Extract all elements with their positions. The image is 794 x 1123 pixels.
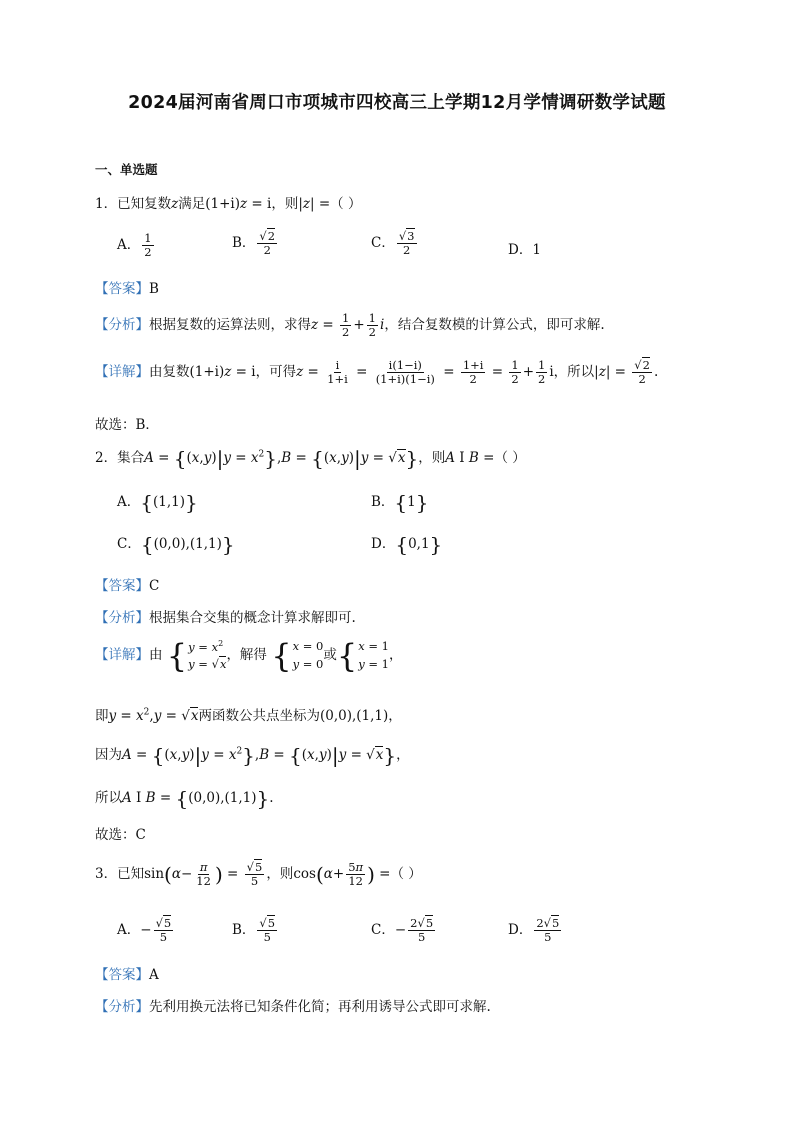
q3-analysis: 【分析】先利用换元法将已知条件化简；再利用诱导公式即可求解. [95, 999, 491, 1015]
q1-paren: （ ） [330, 196, 362, 212]
q2-detail: 【详解】由 { $y = x^2$ y = √x ，解得 { x = 0 y = 0 或 { x = 1 y = 1 ， [95, 636, 403, 675]
detail-label: 【详解】 [95, 364, 149, 381]
q2-answer: 【答案】C [95, 578, 160, 594]
q2-option-b: B．{1} [371, 490, 429, 515]
q3-option-a: A．− $\frac{√5}{5}$ [117, 916, 172, 945]
section-heading: 一、单选题 [95, 162, 158, 177]
q3-answer: 【答案】A [95, 967, 159, 983]
q3-option-b: B． $\frac{√5}{5}$ [232, 916, 276, 945]
q1-option-b: B． $\frac{√2}{2}$ [232, 229, 276, 258]
q1-choose: 故选：B． [95, 417, 159, 433]
q2-choose: 故选：C [95, 827, 146, 843]
q1-option-d: D．1 [508, 242, 541, 258]
q1-analysis: 【分析】根据复数的运算法则，求得z = $\frac{1}{2}$ + $\frac{1}{2}$ i，结合复数模的计算公式，即可求解. [95, 311, 605, 340]
q1-answer: 【答案】B [95, 281, 159, 297]
q2-analysis: 【分析】根据集合交集的概念计算求解即可. [95, 610, 356, 626]
q1-stem-pre: 1．已知复数 [95, 196, 172, 212]
q2-option-a: A．{(1,1)} [117, 490, 198, 515]
page-title: 2024届河南省周口市项城市四校高三上学期12月学情调研数学试题 [128, 93, 666, 113]
q2-option-c: C．{(0,0),(1,1)} [117, 532, 235, 557]
q2-line3: 所以A I B = {(0,0),(1,1)}. [95, 786, 274, 811]
q1-stem-post: ，则 [271, 196, 299, 212]
q1-stem-mid: 满足 [178, 196, 206, 212]
q1-detail: 【详解】由复数(1+i)z = i，可得z = $\frac{i}{1+i}$ = $\frac{i(1-i)}{(1+i)(1-i)}$ = $\frac{1+i}{2}$ = $\frac{1}{2}$ + $\frac{1}{2}$ i，所以|z| = $\frac{√2}{2}$ . [95, 358, 659, 387]
answer-label: 【答案】 [95, 281, 149, 297]
q3-option-d: D． $\frac{2√5}{5}$ [508, 916, 560, 945]
q3-stem: 3．已知sin(α− $\frac{\pi}{12}$ ) = $\frac{√5}{5}$ ，则cos(α+ $\frac{5\pi}{12}$ ) =（ ） [95, 860, 422, 889]
q2-line2: 因为$A = \{(x,y)|y = x^2\},B = \{(x,y)|y = √x\}$， [95, 743, 410, 768]
q2-stem: 2．集合$A = \{(x,y)|y = x^2\},B = \{(x,y)|y = √x\}$，则A I B =（ ） [95, 446, 526, 471]
q2-option-d: D．{0,1} [371, 532, 443, 557]
q1-option-a: A． $\frac{1}{2}$ [117, 231, 152, 260]
q2-line1: 即$y = x^2,y = √x$两函数公共点坐标为(0,0),(1,1)， [95, 707, 402, 724]
q1-option-c: C． $\frac{√3}{2}$ [371, 229, 415, 258]
q3-option-c: C．− $\frac{2√5}{5}$ [371, 916, 434, 945]
q1-stem: 1．已知复数z满足(1+i)z = i，则|z| =（ ） [95, 196, 362, 212]
analysis-label: 【分析】 [95, 317, 149, 334]
